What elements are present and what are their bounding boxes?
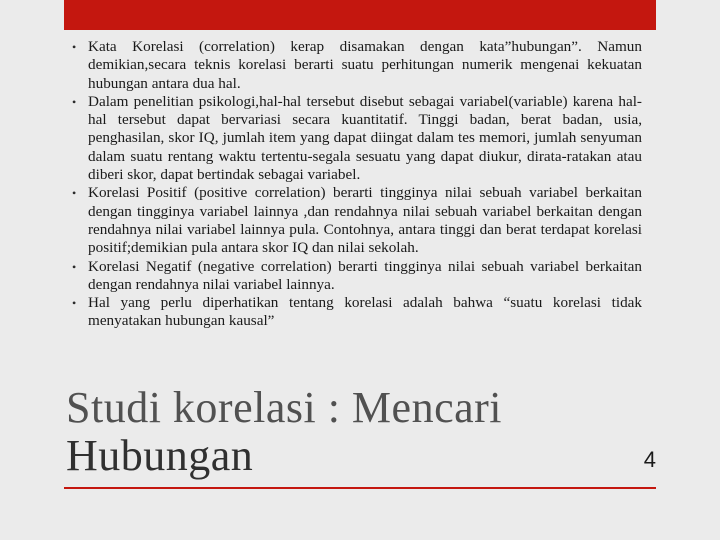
- bullet-item: [72, 294, 642, 331]
- bullet-icon: •: [72, 296, 77, 311]
- bullet-item: [72, 258, 642, 295]
- slide-title: [66, 384, 626, 480]
- bullet-icon: •: [72, 186, 77, 201]
- slide-title-line-2: Hubungan: [66, 431, 254, 480]
- bullet-item: [72, 93, 642, 184]
- bullet-text: Korelasi Positif (positive correlation) berarti tingginya nilai sebuah variabel berkaitan dengan tingginya variabel lainnya ,dan rendahnya nilai sebuah variabel berkaitan dengan rendahnya nilai variabel lainnya pula. Contohnya, antara tinggi dan berat terdapat korelasi positif;demikian pula antara skor IQ dan nilai sekolah.: [88, 184, 642, 257]
- bullet-item: [72, 184, 642, 257]
- bullet-icon: •: [72, 259, 77, 274]
- bullet-item: [72, 38, 642, 93]
- top-accent-bar: [64, 0, 656, 30]
- bullet-text: Kata Korelasi (correlation) kerap disamakan dengan kata”hubungan”. Namun demikian,secara teknis korelasi berarti suatu perhitungan numerik mengenai kekuatan hubungan antara dua hal.: [88, 38, 642, 92]
- bullet-text: Hal yang perlu diperhatikan tentang korelasi adalah bahwa “suatu korelasi tidak menyatakan hubungan kausal”: [88, 294, 642, 330]
- page-number: 4: [643, 447, 656, 472]
- slide-title-line-1: Studi korelasi : Mencari: [66, 383, 503, 432]
- bullet-text: Dalam penelitian psikologi,hal-hal tersebut disebut sebagai variabel(variable) karena hal-hal tersebut dapat bervariasi secara kuantitatif. Tinggi badan, berat badan, usia, penghasilan, skor IQ, jumlah item yang dapat diingat dalam tes memori, jumlah senyuman dalam suatu rentang waktu tertentu-segala sesuatu yang dapat diukur, dirata-ratakan atau diberi skor, dapat bertindak sebagai variabel.: [88, 92, 642, 184]
- bullet-list: [72, 38, 642, 331]
- bullet-text: Korelasi Negatif (negative correlation) berarti tingginya nilai sebuah variabel berkaitan dengan rendahnya nilai variabel lainnya.: [88, 257, 642, 293]
- bullet-icon: •: [72, 40, 77, 54]
- bullet-icon: •: [72, 94, 77, 109]
- title-underline: [64, 487, 656, 489]
